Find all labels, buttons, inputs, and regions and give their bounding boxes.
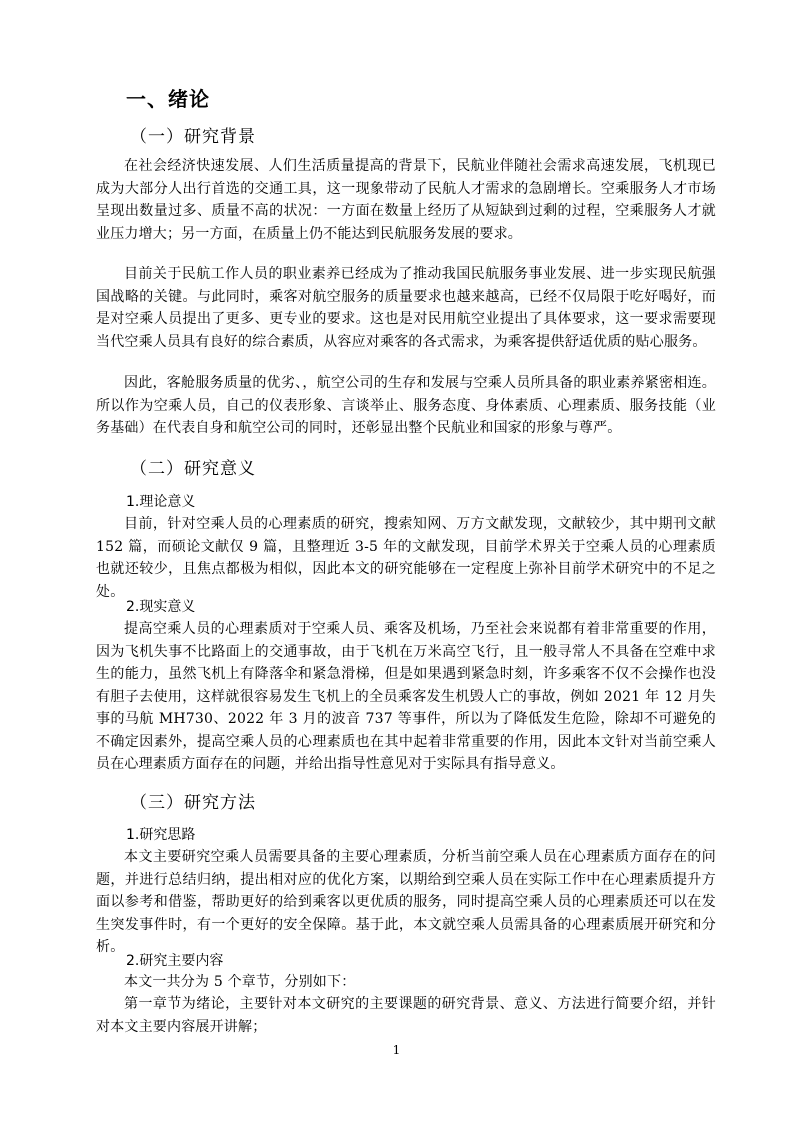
paragraph-theory: 目前，针对空乘人员的心理素质的研究，搜索知网、万方文献发现，文献较少，其中期刊文献 152 篇，而硕论文献仅 9 篇，且整理近 3-5 年的文献发现，目前学术界关于空乘人员的心理素质也就还较少，且焦点都极为相似，因此本文的研究能够在一定程度上弥补目前学术研究中的不足之处。 [96,516,716,600]
paragraph-practice: 提高空乘人员的心理素质对于空乘人员、乘客及机场，乃至社会来说都有着非常重要的作用，因为飞机失事不比路面上的交通事故，由于飞机在万米高空飞行，且一般寻常人不具备在空难中求生的能力，虽然飞机上有降落伞和紧急滑梯，但是如果遇到紧急时刻，许多乘客不仅不会操作也没有胆子去使用，这样就很容易发生飞机上的全员乘客发生机毁人亡的事故，例如 2021 年 12 月失事的马航 MH730、2022 年 3 月的波音 737 等事件，所以为了降低发生危险，除却不可避免的不确定因素外，提高空乘人员的心理素质也在其中起着非常重要的作用，因此本文针对当前空乘人员在心理素质方面存在的问题，并给出指导性意见对于实际具有指导意义。 [96,621,716,772]
paragraph-approach: 本文主要研究空乘人员需要具备的主要心理素质，分析当前空乘人员在心理素质方面存在的问题，并进行总结归纳，提出相对应的优化方案，以期给到空乘人员在实际工作中在心理素质提升方面以参考和借鉴，帮助更好的给到乘客以更优质的服务，同时提高空乘人员的心理素质还可以在发生突发事件时，有一个更好的安全保障。基于此，本文就空乘人员需具备的心理素质展开研究和分析。 [96,849,716,955]
chapter-heading: 一、绪论 [126,87,210,111]
paragraph-content-chapter1: 第一章节为绪论，主要针对本文研究的主要课题的研究背景、意义、方法进行简要介绍，并针对本文主要内容展开讲解； [96,996,716,1035]
section-heading-significance: （二）研究意义 [130,459,256,479]
subsection-heading-practice: 2.现实意义 [126,599,196,615]
section-heading-background: （一）研究背景 [130,127,256,147]
paragraph-background-1: 在社会经济快速发展、人们生活质量提高的背景下，民航业伴随社会需求高速发展，飞机现已成为大部分人出行首选的交通工具，这一现象带动了民航人才需求的急剧增长。空乘服务人才市场呈现出数量过多、质量不高的状况：一方面在数量上经历了从短缺到过剩的过程，空乘服务人才就业压力增大；另一方面，在质量上仍不能达到民航服务发展的要求。 [96,158,716,242]
page-number: 1 [392,1043,401,1057]
subsection-heading-theory: 1.理论意义 [126,494,196,510]
paragraph-content-intro: 本文一共分为 5 个章节，分别如下： [124,974,356,990]
paragraph-background-3: 因此，客舱服务质量的优劣、，航空公司的生存和发展与空乘人员所具备的职业素养紧密相连。所以作为空乘人员，自己的仪表形象、言谈举止、服务态度、身体素质、心理素质、服务技能（业务基础）在代表自身和航空公司的同时，还彰显出整个民航业和国家的形象与尊严。 [96,375,716,436]
subsection-heading-content: 2.研究主要内容 [126,953,224,969]
paragraph-background-2: 目前关于民航工作人员的职业素养已经成为了推动我国民航服务事业发展、进一步实现民航强国战略的关键。与此同时，乘客对航空服务的质量要求也越来越高，已经不仅局限于吃好喝好，而是对空乘人员提出了更多、更专业的要求。这也是对民用航空业提出了具体要求，这一要求需要现当代空乘人员具有良好的综合素质，从容应对乘客的各式需求，为乘客提供舒适优质的贴心服务。 [96,266,716,350]
subsection-heading-approach: 1.研究思路 [126,827,196,843]
section-heading-methods: （三）研究方法 [130,793,256,813]
